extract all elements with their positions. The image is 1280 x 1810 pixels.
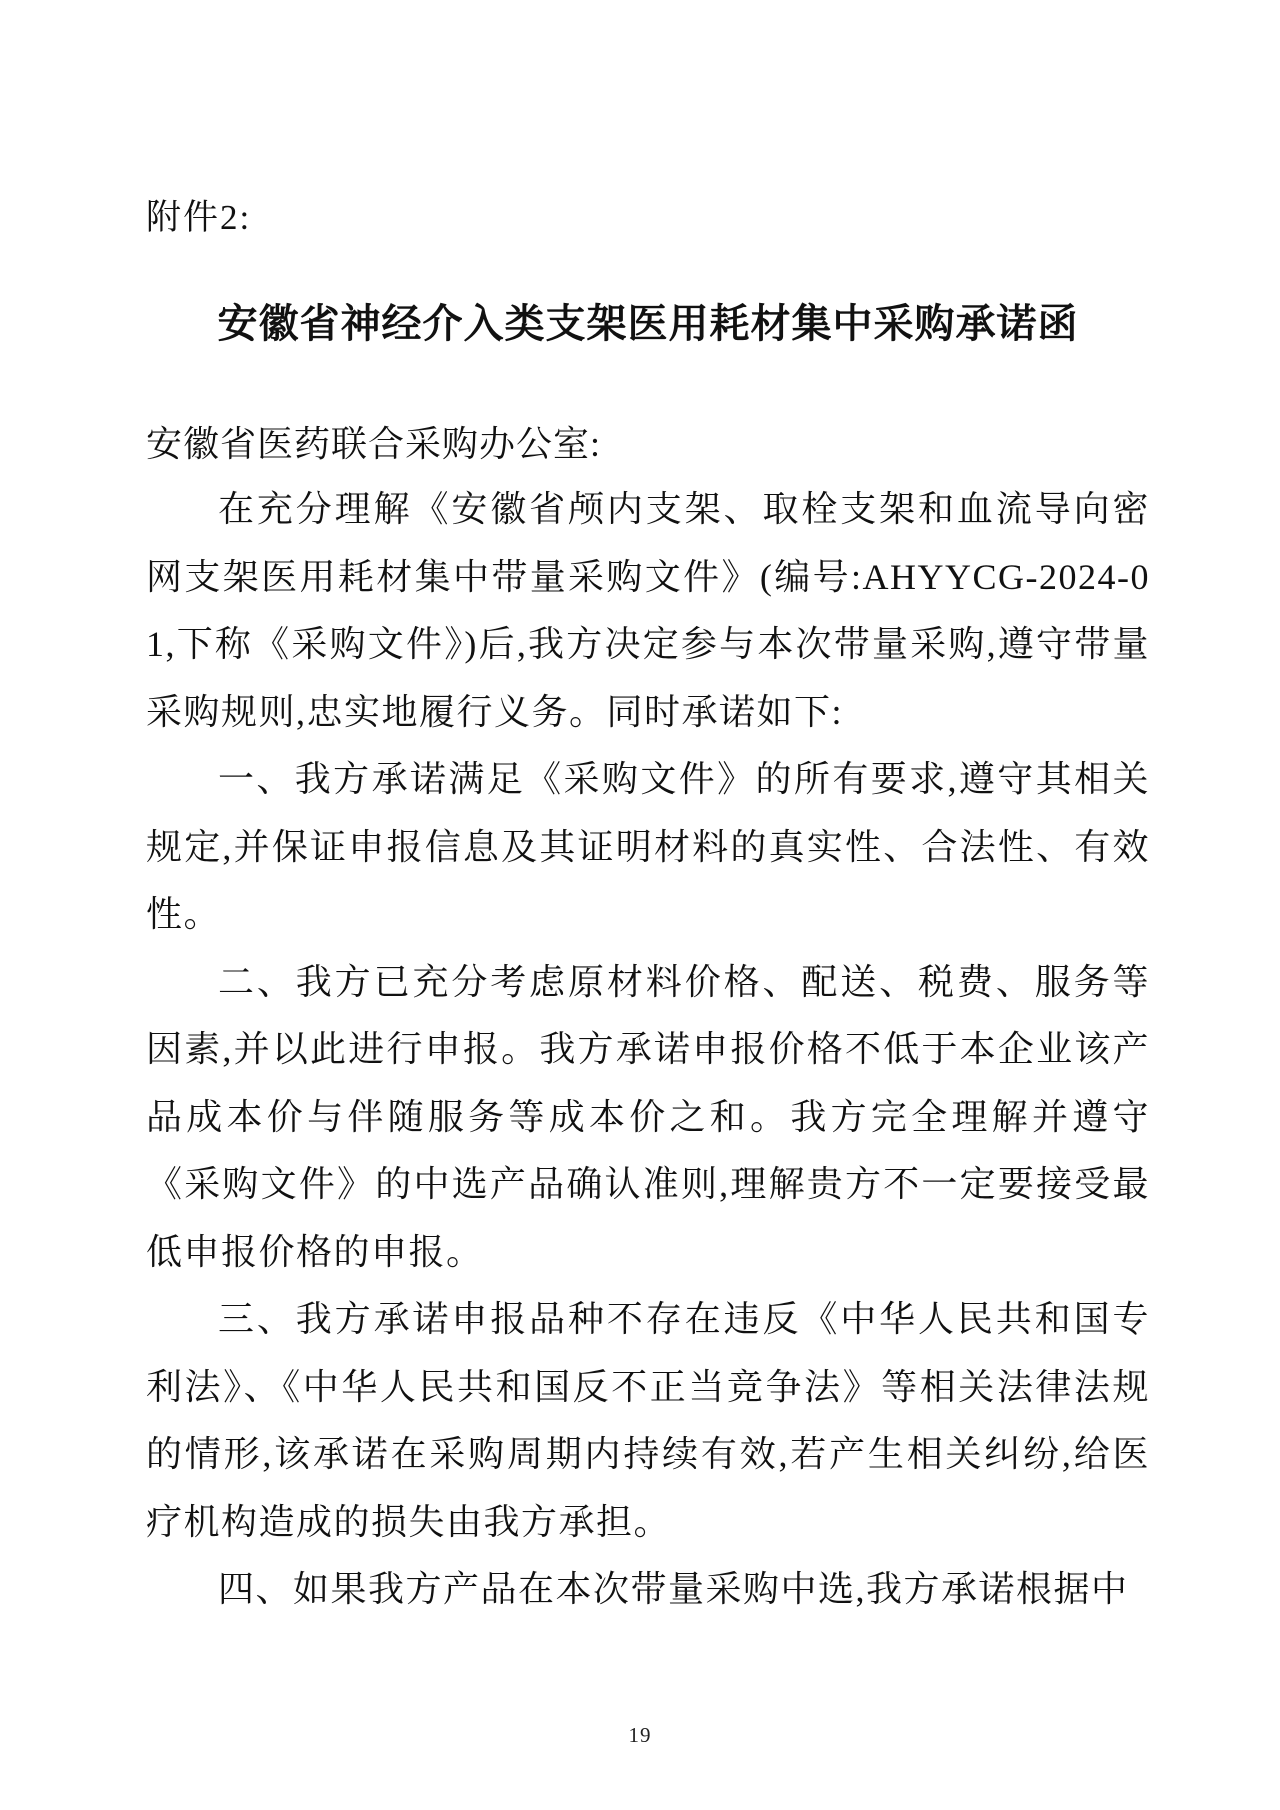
document-body: [146, 476, 1150, 1624]
body-paragraph-intro: 在充分理解《安徽省颅内支架、取栓支架和血流导向密网支架医用耗材集中带量采购文件》(编号:AHYYCG-2024-01,下称《采购文件》)后,我方决定参与本次带量采购,遵守带量采购规则,忠实地履行义务。同时承诺如下:: [146, 489, 1150, 732]
page-number: 19: [628, 1723, 652, 1747]
attachment-label: 附件2:: [146, 198, 252, 237]
document-title: 安徽省神经介入类支架医用耗材集中采购承诺函: [217, 301, 1079, 346]
body-paragraph-item-2: 二、我方已充分考虑原材料价格、配送、税费、服务等因素,并以此进行申报。我方承诺申报价格不低于本企业该产品成本价与伴随服务等成本价之和。我方完全理解并遵守《采购文件》的中选产品确认准则,理解贵方不一定要接受最低申报价格的申报。: [146, 961, 1150, 1272]
salutation: 安徽省医药联合采购办公室:: [146, 424, 602, 464]
body-paragraph-item-4-truncated: 四、如果我方产品在本次带量采购中选,我方承诺根据中: [218, 1569, 1129, 1609]
body-paragraph-item-1: 一、我方承诺满足《采购文件》的所有要求,遵守其相关规定,并保证申报信息及其证明材料的真实性、合法性、有效性。: [146, 759, 1150, 934]
body-paragraph-item-3: 三、我方承诺申报品种不存在违反《中华人民共和国专利法》、《中华人民共和国反不正当竞争法》等相关法律法规的情形,该承诺在采购周期内持续有效,若产生相关纠纷,给医疗机构造成的损失由我方承担。: [146, 1299, 1150, 1542]
